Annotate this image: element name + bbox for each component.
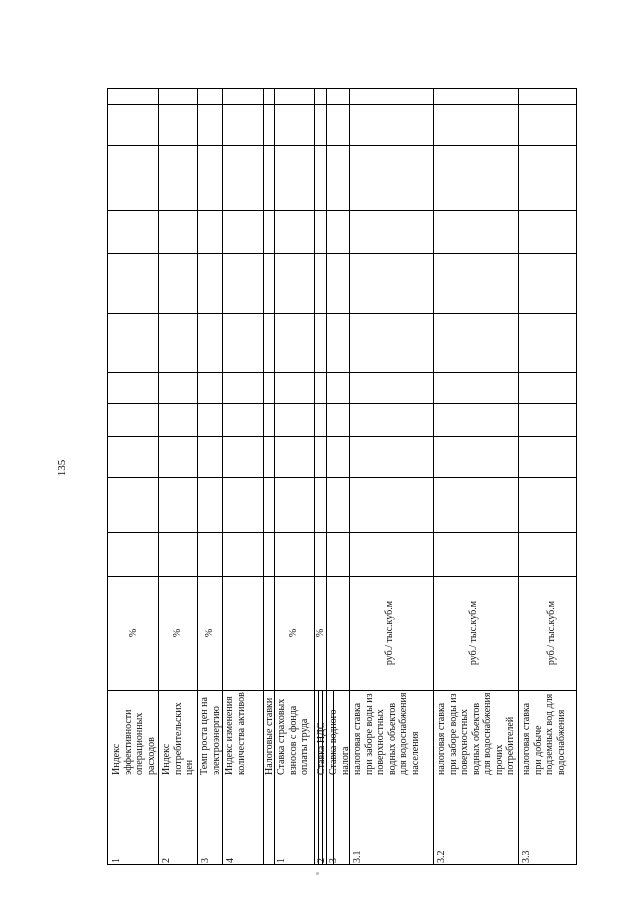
row-name: Ставка страховых взносов с фонда оплаты труда (276, 698, 310, 775)
row-number: 3.2 (436, 850, 447, 863)
indicators-table (107, 88, 577, 865)
grid-line (108, 477, 576, 478)
grid-line (108, 210, 576, 211)
grid-line (108, 313, 576, 314)
row-name: налоговая ставка при заборе воды из поверхностных водных объектов для водоснабжения прочих потребителей (436, 692, 516, 775)
row-number: 3 (200, 858, 211, 863)
grid-line (108, 145, 576, 146)
row-unit: % (204, 628, 216, 638)
scan-speck (316, 872, 319, 875)
row-name: Ставка НДС (316, 722, 327, 775)
row-number: 4 (225, 858, 236, 863)
grid-line (108, 403, 576, 404)
grid-line (158, 89, 159, 864)
row-number: 3.1 (352, 850, 363, 863)
grid-line (108, 436, 576, 437)
row-name: налоговая ставка при заборе воды из поверхностных водных объектов для водоснабжения населения (352, 692, 421, 775)
grid-line (108, 104, 576, 105)
grid-line (108, 372, 576, 373)
row-unit: % (315, 628, 326, 638)
row-unit: руб./ тыс.куб.м (384, 600, 396, 666)
row-name: Индекс эффективности операционных расходов (111, 709, 157, 775)
row-unit: руб./ тыс.куб.м (468, 600, 480, 666)
grid-line (433, 89, 434, 864)
row-unit: руб./ тыс.куб.м (546, 600, 558, 666)
row-unit: % (288, 628, 300, 638)
row-number: 1 (276, 858, 287, 863)
row-number: 1 (111, 858, 122, 863)
row-number: 2 (161, 858, 172, 863)
grid-line (314, 89, 315, 864)
grid-line (108, 532, 576, 533)
row-number: 3.3 (521, 850, 532, 863)
grid-line (197, 89, 198, 864)
section-header: Налоговые ставки (264, 697, 275, 775)
row-name: налоговая ставка при добыче подземных вод для водоснабжения (521, 693, 567, 775)
row-number: 2 (316, 858, 327, 863)
row-name: Индекс изменения количества активов (224, 692, 247, 775)
page-number: 135 (56, 459, 68, 477)
row-name: Индекс потребительских цен (161, 702, 195, 775)
grid-line (518, 89, 519, 864)
row-unit: % (128, 628, 140, 638)
row-name: Ставка водного налога (328, 709, 350, 775)
row-number: 3 (328, 858, 339, 863)
row-name: Темп роста цен на электроэнергию (199, 697, 222, 775)
grid-line (108, 253, 576, 254)
row-unit: % (172, 628, 184, 638)
